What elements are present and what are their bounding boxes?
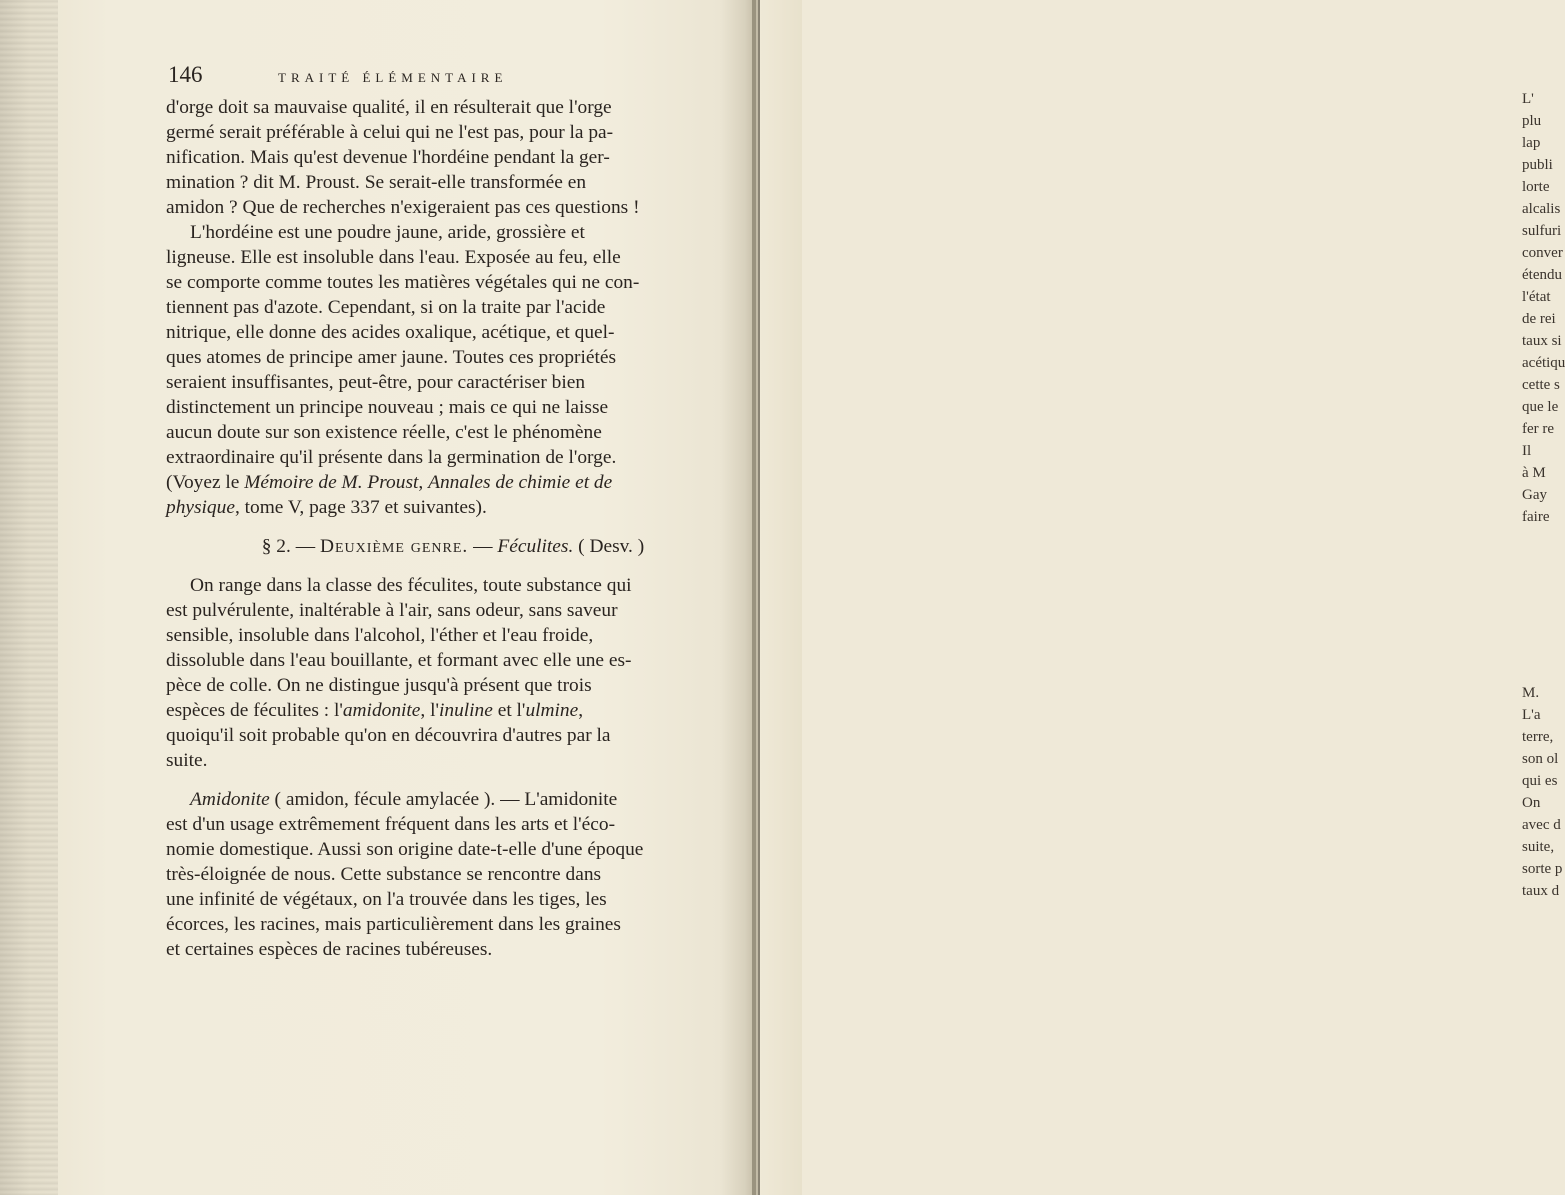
reference-line: [166, 470, 740, 495]
section-dash: —: [468, 536, 498, 557]
text-line: [166, 787, 740, 812]
spacer: [166, 559, 740, 573]
text-line: L'hordéine est une poudre jaune, aride, grossière et: [190, 222, 585, 243]
text-line: est pulvérulente, inaltérable à l'air, sans odeur, sans saveur: [166, 600, 618, 621]
facing-page-fragment: avec d: [1522, 817, 1561, 833]
term-amidonite-title: Amidonite: [190, 789, 270, 810]
text-fragment: ,: [578, 700, 584, 721]
section-genre: Deuxième genre.: [319, 536, 469, 557]
facing-page-fragment: L'a: [1522, 707, 1541, 723]
ref-prefix: (Voyez le: [166, 472, 245, 493]
facing-page-fragment: l'état: [1522, 289, 1551, 305]
term-ulmine: ulmine: [525, 700, 579, 721]
facing-page-fragment: [1522, 528, 1560, 550]
facing-page-fragment: qui es: [1522, 773, 1558, 789]
section-number: § 2. —: [261, 536, 320, 557]
paragraph-2: [166, 220, 740, 520]
term-inuline: inuline: [439, 700, 493, 721]
text-line: mination ? dit M. Proust. Se serait-elle transformée en: [166, 172, 587, 193]
text-line: nification. Mais qu'est devenue l'hordéine pendant la ger-: [166, 147, 610, 168]
text-line: quoiqu'il soit probable qu'on en découvrira d'autres par la: [166, 725, 611, 746]
text-line: On range dans la classe des féculites, toute substance qui: [190, 575, 632, 596]
text-line: nitrique, elle donne des acides oxalique, acétique, et quel-: [166, 322, 615, 343]
text-line: écorces, les racines, mais particulièrement dans les graines: [166, 914, 621, 935]
reference-line: [166, 495, 740, 520]
page-number: 146: [168, 62, 203, 87]
section-name: Féculites.: [497, 536, 574, 557]
text-line: et certaines espèces de racines tubéreuses.: [166, 939, 493, 960]
running-title: TRAITÉ ÉLÉMENTAIRE: [278, 70, 508, 85]
text-line: tiennent pas d'azote. Cependant, si on la traite par l'acide: [166, 297, 606, 318]
text-line: pèce de colle. On ne distingue jusqu'à présent que trois: [166, 675, 592, 696]
spacer: [166, 773, 740, 787]
text-line: sensible, insoluble dans l'alcohol, l'éther et l'eau froide,: [166, 625, 594, 646]
facing-page-fragment: [1522, 616, 1560, 638]
body-text: [166, 95, 740, 962]
term-amidonite: amidonite: [342, 700, 421, 721]
facing-page-fragment: à M: [1522, 465, 1546, 481]
facing-page-fragment: L': [1522, 91, 1534, 107]
facing-page-fragment: [1522, 660, 1560, 682]
ref-physique: physique: [166, 497, 235, 518]
text-fragment: ( amidon, fécule amylacée ). — L'amidonite: [269, 789, 618, 810]
facing-page-fragment: étendu: [1522, 267, 1562, 283]
facing-page-fragment: [1522, 638, 1560, 660]
text-line: [166, 698, 740, 723]
facing-page-fragment: acétiqu: [1522, 355, 1565, 371]
paragraph-4: [166, 787, 740, 962]
ref-suffix: , tome V, page 337 et suivantes).: [234, 497, 487, 518]
text-line: aucun doute sur son existence réelle, c'est le phénomène: [166, 422, 602, 443]
ref-memoire: Mémoire de M. Proust: [244, 472, 419, 493]
facing-page-fragment: taux si: [1522, 333, 1562, 349]
text-fragment: et l': [492, 700, 526, 721]
facing-page-fragment: suite,: [1522, 839, 1555, 855]
facing-page-fragment: que le: [1522, 399, 1559, 415]
text-line: suite.: [166, 750, 208, 771]
text-line: germé serait préférable à celui qui ne l'est pas, pour la pa-: [166, 122, 614, 143]
facing-page-fragment: conver: [1522, 245, 1563, 261]
spacer: [166, 520, 740, 534]
facing-page-fragment: de rei: [1522, 311, 1556, 327]
facing-page-fragment: lorte: [1522, 179, 1550, 195]
facing-page-fragment: [1522, 572, 1560, 594]
text-line: nomie domestique. Aussi son origine date-t-elle d'une époque: [166, 839, 644, 860]
facing-page-fragments: [1522, 88, 1565, 902]
text-fragment: , l': [420, 700, 439, 721]
page-gutter: [752, 0, 756, 1195]
facing-page-fragment: sulfuri: [1522, 223, 1562, 239]
paragraph-1: [166, 95, 740, 220]
book-binding-shadow: [0, 0, 58, 1195]
facing-page-fragment: son ol: [1522, 751, 1559, 767]
text-line: amidon ? Que de recherches n'exigeraient pas ces questions !: [166, 197, 640, 218]
facing-page-fragment: terre,: [1522, 729, 1554, 745]
facing-page-fragment: plu: [1522, 113, 1542, 129]
section-heading: [166, 534, 740, 559]
paragraph-3: [166, 573, 740, 773]
text-line: d'orge doit sa mauvaise qualité, il en résulterait que l'orge: [166, 97, 612, 118]
text-line: seraient insuffisantes, peut-être, pour caractériser bien: [166, 372, 586, 393]
text-line: distinctement un principe nouveau ; mais ce qui ne laisse: [166, 397, 609, 418]
text-line: ques atomes de principe amer jaune. Toutes ces propriétés: [166, 347, 617, 368]
ref-comma: ,: [418, 472, 429, 493]
section-author: ( Desv. ): [573, 536, 645, 557]
facing-page-fragment: alcalis: [1522, 201, 1561, 217]
facing-page-fragment: cette s: [1522, 377, 1560, 393]
facing-page-fragment: Gay: [1522, 487, 1547, 503]
facing-page-fragment: lap: [1522, 135, 1541, 151]
text-line: extraordinaire qu'il présente dans la germination de l'orge.: [166, 447, 617, 468]
text-line: se comporte comme toutes les matières végétales qui ne con-: [166, 272, 640, 293]
text-fragment: espèces de féculites : l': [166, 700, 343, 721]
text-line: une infinité de végétaux, on l'a trouvée dans les tiges, les: [166, 889, 607, 910]
facing-page-fragment: [1522, 550, 1560, 572]
facing-page-fragment: publi: [1522, 157, 1553, 173]
ref-annales: Annales de chimie et de: [428, 472, 613, 493]
text-line: dissoluble dans l'eau bouillante, et formant avec elle une es-: [166, 650, 632, 671]
facing-page-fragment: [1522, 594, 1560, 616]
text-line: est d'un usage extrêmement fréquent dans les arts et l'éco-: [166, 814, 616, 835]
facing-page-fragment: sorte p: [1522, 861, 1563, 877]
facing-page-fragment: On: [1522, 795, 1541, 811]
facing-page-fragment: M.: [1522, 685, 1540, 701]
facing-page-fragment: faire: [1522, 509, 1550, 525]
facing-page-edge: [758, 0, 1565, 1195]
facing-page-fragment: Il: [1522, 443, 1532, 459]
facing-page-fragment: fer re: [1522, 421, 1555, 437]
facing-page-fragment: taux d: [1522, 883, 1560, 899]
text-line: ligneuse. Elle est insoluble dans l'eau. Exposée au feu, elle: [166, 247, 621, 268]
text-line: très-éloignée de nous. Cette substance se rencontre dans: [166, 864, 602, 885]
